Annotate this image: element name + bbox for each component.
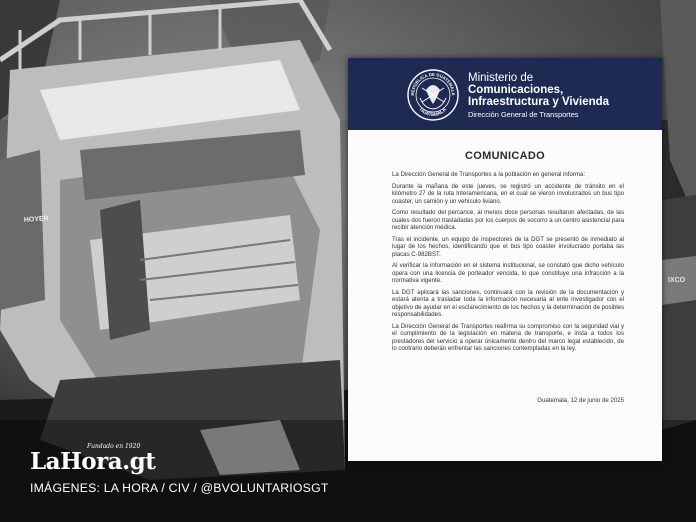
paragraph: Como resultado del percance, al menos doce personas resultaron afectadas, de las cuales dos fueron trasladadas por los cuerpos de socorro a un centro asistencial para recibir atención médica. bbox=[392, 209, 624, 232]
ministry-department: Dirección General de Transportes bbox=[468, 110, 579, 119]
seal-text-bottom: GUATEMALA bbox=[418, 107, 448, 119]
ministry-line2: Comunicaciones, bbox=[468, 84, 564, 96]
ministry-header bbox=[348, 58, 662, 130]
brand-tagline: Fundado en 1920 bbox=[87, 443, 141, 450]
document-title: COMUNICADO bbox=[465, 150, 545, 162]
document-body bbox=[392, 171, 624, 357]
paragraph: Al verificar la información en el sistema institucional, se constató que dicho vehículo opera con una licencia de porteador vencida, lo que constituye una infracción a la normativa vigente. bbox=[392, 262, 624, 285]
paragraph: La Dirección General de Transportes a la población en general informa: bbox=[392, 171, 586, 178]
communique-document bbox=[348, 58, 662, 461]
lahora-logo: LaHora.gt bbox=[30, 448, 156, 475]
paragraph: La Dirección General de Transportes reafirma su compromiso con la seguridad vial y el cumplimiento de la legislación en materia de transporte, e insta a todos los prestadores del servicio a operar únicamente dentro del marco legal establecido, de lo contrario deberán enfrentar las sanciones contempladas en la ley. bbox=[392, 322, 624, 352]
ministry-line3: Infraestructura y Vivienda bbox=[468, 96, 610, 108]
document-date: Guatemala, 12 de junio de 2025 bbox=[537, 397, 624, 404]
ministry-name bbox=[468, 72, 658, 120]
vehicle-sign: HOYER bbox=[23, 215, 49, 224]
paragraph: La DGT aplicará las sanciones, continuará con la revisión de la documentación y estará atenta a trasladar toda la información necesaria al ente investigador con el objetivo de ayudar en el esclarecimiento de los hechos y la determinación de posibles responsabilidades. bbox=[392, 288, 624, 318]
seal-text-top: REPÚBLICA DE GUATEMALA bbox=[409, 71, 457, 96]
image-credit: IMÁGENES: LA HORA / CIV / @BVOLUNTARIOSGT bbox=[30, 481, 329, 495]
ministry-line1: Ministerio de bbox=[468, 72, 534, 84]
paragraph: Tras el incidente, un equipo de inspectores de la DGT se presentó de inmediato al lugar de los hechos, identificando que el bus tipo coaster involucrado portaba las placas C-982BST. bbox=[392, 235, 624, 258]
side-sign: IXCO bbox=[668, 277, 686, 284]
paragraph: Durante la mañana de este jueves, se registró un accidente de tránsito en el kilómetro 27 de la ruta Interamericana, en el cual se vieron involucrados un bus tipo coaster, un camión y un vehículo liviano. bbox=[392, 182, 624, 205]
guatemala-seal-icon bbox=[406, 68, 460, 122]
